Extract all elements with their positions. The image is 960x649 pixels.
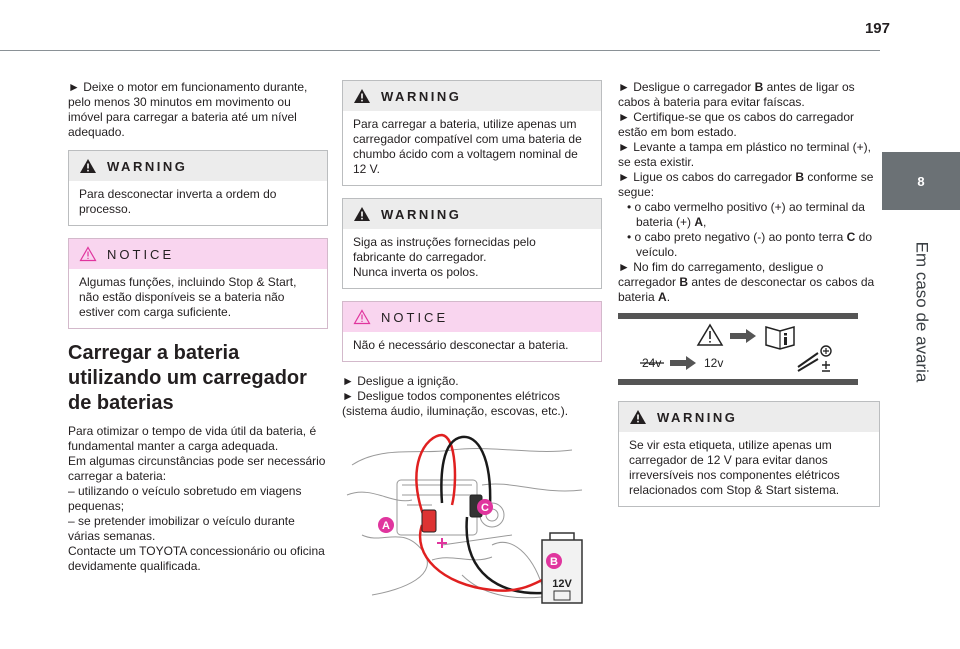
notice-header [343, 302, 601, 332]
warning-label: WARNING [657, 409, 738, 425]
body-line: Para otimizar o tempo de vida útil da bateria, é fundamental manter a carga adequada. [68, 424, 317, 453]
warning-label: WARNING [107, 158, 188, 174]
section-heading: Carregar a bateria utilizando um carregador de baterias [68, 342, 307, 414]
warning-triangle-icon [629, 409, 647, 425]
warning-triangle-icon [79, 158, 97, 174]
warning-label: WARNING [381, 206, 462, 222]
notice-text: Algumas funções, incluindo Stop & Start, não estão disponíveis se a bateria não estiver com carga suficiente. [79, 275, 297, 319]
notice-text: Não é necessário desconectar a bateria. [353, 338, 569, 352]
warning-text: Para carregar a bateria, utilize apenas um carregador compatível com uma bateria de chumbo ácido com a voltagem nominal de 12 V. [353, 117, 582, 176]
step: ► Desligue a ignição. [342, 374, 459, 388]
charger-voltage: 12V [552, 578, 572, 590]
warning-text: Se vir esta etiqueta, utilize apenas um carregador de 12 V para evitar danos irreversíveis nos componentes elétricos relacionados com Stop & Start sistema. [629, 438, 840, 497]
warning-text: Para desconectar inverta a ordem do processo. [79, 187, 277, 216]
intro-step: ► Deixe o motor em funcionamento durante, pelo menos 30 minutos em movimento ou imóvel para carregar a bateria até um nível adequado. [68, 80, 308, 139]
chapter-title-text: Em caso de avaria [912, 241, 932, 383]
notice-triangle-icon [79, 246, 97, 262]
warning-header [343, 81, 601, 111]
warning-label: WARNING [381, 88, 462, 104]
body-line: Contacte um TOYOTA concessionário ou oficina devidamente qualificada. [68, 544, 325, 573]
body-line: – se pretender imobilizar o veículo durante várias semanas. [68, 514, 295, 543]
warning-triangle-icon [353, 206, 371, 222]
step: ► Desligue todos componentes elétricos (sistema áudio, iluminação, escovas, etc.). [342, 389, 569, 418]
warning-header [619, 402, 879, 432]
manual-icon [766, 327, 794, 349]
notice-triangle-icon [353, 309, 371, 325]
charger-unit [542, 533, 582, 603]
warning-box [68, 150, 328, 226]
column-1 [68, 80, 328, 574]
warning-box [342, 198, 602, 289]
bullet: • o cabo vermelho positivo (+) ao terminal da bateria (+) A, [627, 200, 865, 229]
page-number: 197 [864, 20, 890, 37]
notice-label: NOTICE [381, 309, 449, 325]
step: ► Levante a tampa em plástico no terminal (+), se esta existir. [618, 140, 871, 169]
warning-box [342, 80, 602, 186]
warning-header [69, 151, 327, 181]
notice-box [342, 301, 602, 362]
chapter-tab [882, 152, 960, 210]
step: ► No fim do carregamento, desligue o carregador B antes de desconectar os cabos da bateria A. [618, 260, 875, 304]
warning-text: Nunca inverta os polos. [353, 265, 479, 279]
warning-box [618, 401, 880, 507]
callout-b-label: B [550, 556, 558, 568]
notice-box [68, 238, 328, 329]
step: ► Desligue o carregador B antes de ligar os cabos à bateria para evitar faíscas. [618, 80, 855, 109]
callout-c-label: C [481, 502, 489, 514]
notice-label: NOTICE [107, 246, 175, 262]
warning-header [343, 199, 601, 229]
voltage-12v: 12v [704, 356, 724, 370]
body-line: – utilizando o veículo sobretudo em viagens pequenas; [68, 484, 302, 513]
warning-outline-icon [698, 325, 722, 345]
battery-clamp-icon [798, 346, 831, 371]
chapter-title [882, 212, 960, 412]
bullet: • o cabo preto negativo (-) ao ponto terra C do veículo. [627, 230, 873, 259]
12v-label-illustration [618, 313, 858, 385]
notice-header [69, 239, 327, 269]
warning-text: Siga as instruções fornecidas pelo fabricante do carregador. [353, 235, 536, 264]
step: ► Ligue os cabos do carregador B conforme se segue: [618, 170, 874, 199]
chapter-number: 8 [917, 173, 925, 189]
header-rule [0, 50, 880, 51]
column-3 [618, 80, 880, 519]
body-line: Em algumas circunstâncias pode ser necessário carregar a bateria: [68, 454, 326, 483]
callout-a-label: A [382, 520, 390, 532]
arrow-icon [730, 329, 756, 343]
voltage-24v-crossed: 24v [642, 356, 662, 370]
step: ► Certifique-se que os cabos do carregador estão em bom estado. [618, 110, 855, 139]
arrow-icon [670, 356, 696, 370]
battery-charger-illustration [342, 425, 590, 605]
column-2 [342, 80, 602, 609]
warning-triangle-icon [353, 88, 371, 104]
